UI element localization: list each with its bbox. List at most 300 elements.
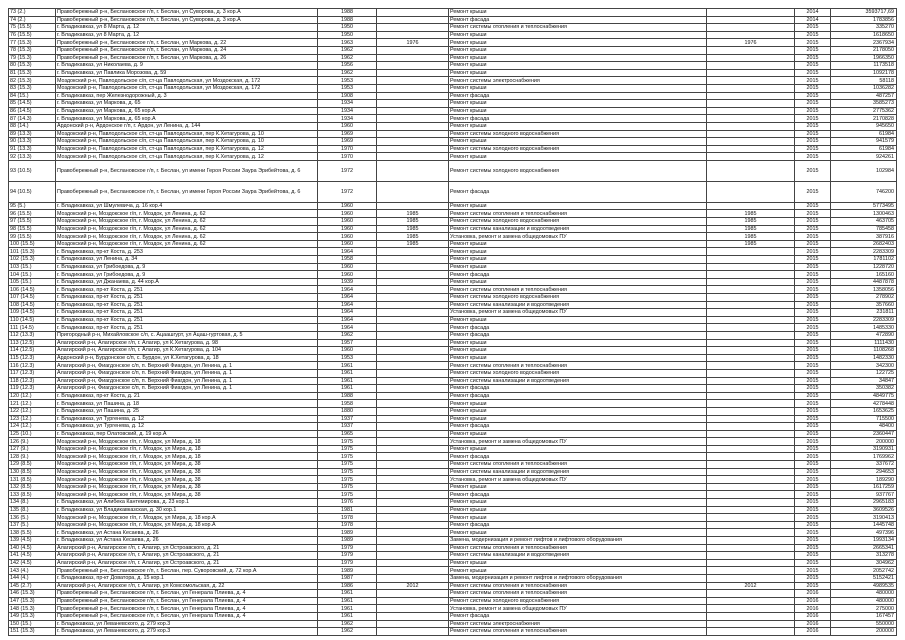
row-number-cell: 76 (15.5) <box>9 31 56 39</box>
last-repair-year-cell <box>377 597 449 605</box>
work-type-cell: Установка, ремонт и замена общедомовых ПУ <box>449 605 707 613</box>
address-cell: Ардонский р-н, Бурдонское с/п, с. Бурдон, ул К.Хетагурова, д. 18 <box>56 354 318 362</box>
build-year-cell: 1963 <box>318 39 377 47</box>
plan-year-cell: 2015 <box>795 233 831 241</box>
address-cell: Правобережный р-н, Беслановское г/п, г. Беслан, ул Суворова, д. 3 кор.А <box>56 16 318 24</box>
build-year-cell: 1979 <box>318 544 377 552</box>
work-type-cell: Ремонт системы отопления и теплоснабжения <box>449 24 707 32</box>
address-cell: г. Владикавказ, пр-кт Коста, д. 251 <box>56 294 318 302</box>
work-last-year-cell <box>707 145 795 153</box>
work-type-cell: Ремонт фасада <box>449 331 707 339</box>
work-last-year-cell <box>707 612 795 620</box>
address-cell: г. Владикавказ, ул Маркова, д. 65 кор.А <box>56 107 318 115</box>
work-type-cell: Ремонт крыши <box>449 483 707 491</box>
build-year-cell: 1956 <box>318 62 377 70</box>
table-row <box>9 130 897 138</box>
address-cell: г. Владикавказ, ул Павлика Морозова, д. 59 <box>56 69 318 77</box>
work-type-cell: Ремонт крыши <box>449 240 707 248</box>
table-row <box>9 122 897 130</box>
last-repair-year-cell <box>377 301 449 309</box>
work-type-cell: Ремонт системы холодного водоснабжения <box>449 597 707 605</box>
cost-cell: 2178050 <box>831 46 897 54</box>
cost-cell: 200000 <box>831 438 897 446</box>
table-row <box>9 84 897 92</box>
row-number-cell: 82 (15.3) <box>9 77 56 85</box>
work-type-cell: Ремонт крыши <box>449 256 707 264</box>
work-last-year-cell <box>707 347 795 355</box>
cost-cell: 2665341 <box>831 544 897 552</box>
last-repair-year-cell <box>377 552 449 560</box>
address-cell: г. Владикавказ, пер Олатовский, д. 19 кор.А <box>56 430 318 438</box>
cost-cell: 337672 <box>831 461 897 469</box>
cost-cell: 1173518 <box>831 62 897 70</box>
plan-year-cell: 2015 <box>795 430 831 438</box>
table-row <box>9 309 897 317</box>
plan-year-cell: 2015 <box>795 130 831 138</box>
plan-year-cell: 2015 <box>795 354 831 362</box>
work-type-cell: Ремонт крыши <box>449 39 707 47</box>
cost-cell: 61984 <box>831 130 897 138</box>
last-repair-year-cell <box>377 605 449 613</box>
work-last-year-cell <box>707 506 795 514</box>
work-last-year-cell <box>707 468 795 476</box>
address-cell: г. Владикавказ, ул Алибека Кантемирова, д. 23 кор.1 <box>56 499 318 507</box>
cost-cell: 937767 <box>831 491 897 499</box>
row-number-cell: 100 (15.5) <box>9 240 56 248</box>
build-year-cell: 1988 <box>318 392 377 400</box>
cost-cell: 1036282 <box>831 84 897 92</box>
cost-cell: 4989535 <box>831 582 897 590</box>
plan-year-cell: 2015 <box>795 286 831 294</box>
table-row <box>9 145 897 153</box>
work-type-cell: Ремонт системы холодного водоснабжения <box>449 130 707 138</box>
work-type-cell: Ремонт крыши <box>449 62 707 70</box>
build-year-cell: 1979 <box>318 559 377 567</box>
row-number-cell: 98 (15.5) <box>9 225 56 233</box>
work-last-year-cell <box>707 181 795 202</box>
plan-year-cell: 2015 <box>795 24 831 32</box>
build-year-cell: 1989 <box>318 529 377 537</box>
work-type-cell: Ремонт системы электроснабжения <box>449 620 707 628</box>
row-number-cell: 120 (12.) <box>9 392 56 400</box>
row-number-cell: 79 (15.3) <box>9 54 56 62</box>
work-type-cell: Ремонт крыши <box>449 46 707 54</box>
address-cell: Правобережный р-н, Беслановское г/п, г. Беслан, ул Генерала Плиева, д. 4 <box>56 597 318 605</box>
row-number-cell: 130 (8.5) <box>9 468 56 476</box>
row-number-cell: 87 (14.3) <box>9 115 56 123</box>
cost-cell: 941579 <box>831 138 897 146</box>
address-cell: г. Владикавказ, пер Железнодорожный, д. 3 <box>56 92 318 100</box>
address-cell: Моздокский р-н, Моздокское г/п, г. Моздок, ул Мира, д. 38 <box>56 491 318 499</box>
work-last-year-cell <box>707 31 795 39</box>
cost-cell: 200000 <box>831 628 897 636</box>
work-type-cell: Ремонт крыши <box>449 263 707 271</box>
plan-year-cell: 2015 <box>795 301 831 309</box>
build-year-cell: 1961 <box>318 377 377 385</box>
work-last-year-cell <box>707 54 795 62</box>
cost-cell: 2775362 <box>831 107 897 115</box>
cost-cell: 102984 <box>831 160 897 181</box>
plan-year-cell: 2015 <box>795 62 831 70</box>
build-year-cell: 1978 <box>318 521 377 529</box>
cost-cell: 357660 <box>831 301 897 309</box>
work-last-year-cell <box>707 521 795 529</box>
plan-year-cell: 2015 <box>795 31 831 39</box>
last-repair-year-cell <box>377 544 449 552</box>
plan-year-cell: 2015 <box>795 438 831 446</box>
row-number-cell: 114 (12.5) <box>9 347 56 355</box>
address-cell: г. Владикавказ, ул Грибоедова, д. 9 <box>56 263 318 271</box>
table-row <box>9 31 897 39</box>
cost-cell: 3190413 <box>831 514 897 522</box>
work-last-year-cell <box>707 369 795 377</box>
work-last-year-cell <box>707 77 795 85</box>
address-cell: Моздокский р-н, Павлодольское с/п, ст-ца Павлодольская, пер К.Хетагурова, д. 12 <box>56 153 318 161</box>
row-number-cell: 123 (12.) <box>9 415 56 423</box>
work-type-cell: Ремонт системы отопления и теплоснабжения <box>449 544 707 552</box>
last-repair-year-cell <box>377 529 449 537</box>
row-number-cell: 101 (15.3) <box>9 248 56 256</box>
work-last-year-cell <box>707 286 795 294</box>
plan-year-cell: 2016 <box>795 597 831 605</box>
row-number-cell: 108 (14.5) <box>9 301 56 309</box>
plan-year-cell: 2015 <box>795 521 831 529</box>
table-row <box>9 385 897 393</box>
last-repair-year-cell <box>377 461 449 469</box>
row-number-cell: 88 (14.) <box>9 122 56 130</box>
build-year-cell: 1986 <box>318 582 377 590</box>
row-number-cell: 92 (13.3) <box>9 153 56 161</box>
work-type-cell: Ремонт фасада <box>449 324 707 332</box>
last-repair-year-cell <box>377 256 449 264</box>
build-year-cell: 1962 <box>318 331 377 339</box>
cost-cell: 924261 <box>831 153 897 161</box>
table-row <box>9 347 897 355</box>
plan-year-cell: 2015 <box>795 491 831 499</box>
last-repair-year-cell <box>377 69 449 77</box>
last-repair-year-cell: 1985 <box>377 225 449 233</box>
cost-cell: 189290 <box>831 476 897 484</box>
row-number-cell: 91 (13.3) <box>9 145 56 153</box>
work-type-cell: Ремонт крыши <box>449 153 707 161</box>
row-number-cell: 142 (4.5) <box>9 559 56 567</box>
row-number-cell: 140 (4.5) <box>9 544 56 552</box>
address-cell: Правобережный р-н, Беслановское г/п, г. Беслан, ул имени Героя России Заура Эрибейтова, д. 6 <box>56 160 318 181</box>
table-row <box>9 407 897 415</box>
row-number-cell: 84 (15.) <box>9 92 56 100</box>
cost-cell: 2283309 <box>831 316 897 324</box>
table-row <box>9 552 897 560</box>
cost-cell: 2965183 <box>831 499 897 507</box>
last-repair-year-cell <box>377 122 449 130</box>
build-year-cell: 1975 <box>318 483 377 491</box>
address-cell: г. Владикавказ, ул Ленина, д. 34 <box>56 256 318 264</box>
row-number-cell: 147 (15.3) <box>9 597 56 605</box>
last-repair-year-cell <box>377 107 449 115</box>
last-repair-year-cell <box>377 347 449 355</box>
work-last-year-cell <box>707 491 795 499</box>
address-cell: Правобережный р-н, Беслановское г/п, г. Беслан, ул имени Героя России Заура Эрибейтова, д. 6 <box>56 181 318 202</box>
cost-cell: 5773495 <box>831 202 897 210</box>
work-last-year-cell <box>707 294 795 302</box>
address-cell: Правобережный р-н, Беслановское г/п, г. Беслан, ул Генерала Плиева, д. 4 <box>56 590 318 598</box>
plan-year-cell: 2014 <box>795 16 831 24</box>
build-year-cell: 1960 <box>318 240 377 248</box>
plan-year-cell: 2015 <box>795 46 831 54</box>
last-repair-year-cell <box>377 278 449 286</box>
table-row <box>9 301 897 309</box>
work-type-cell: Ремонт крыши <box>449 400 707 408</box>
address-cell: г. Владикавказ, пр-кт Коста, д. 251 <box>56 286 318 294</box>
address-cell: Моздокский р-н, Павлодольское с/п, ст-ца Павлодольская, ул Моздокская, д. 172 <box>56 77 318 85</box>
build-year-cell: 1950 <box>318 24 377 32</box>
build-year-cell: 1965 <box>318 430 377 438</box>
address-cell: Моздокский р-н, Моздокское г/п, г. Моздок, ул Мира, д. 18 <box>56 438 318 446</box>
plan-year-cell: 2015 <box>795 423 831 431</box>
cost-cell: 1482330 <box>831 354 897 362</box>
work-type-cell: Ремонт крыши <box>449 202 707 210</box>
table-row <box>9 24 897 32</box>
row-number-cell: 80 (15.3) <box>9 62 56 70</box>
plan-year-cell: 2015 <box>795 499 831 507</box>
work-type-cell: Ремонт крыши <box>449 445 707 453</box>
row-number-cell: 149 (15.3) <box>9 612 56 620</box>
build-year-cell: 1960 <box>318 225 377 233</box>
last-repair-year-cell <box>377 92 449 100</box>
table-row <box>9 392 897 400</box>
work-last-year-cell <box>707 160 795 181</box>
address-cell: Моздокский р-н, Моздокское г/п, г. Моздок, ул Ленина, д. 62 <box>56 210 318 218</box>
table-row <box>9 92 897 100</box>
row-number-cell: 89 (13.3) <box>9 130 56 138</box>
last-repair-year-cell <box>377 445 449 453</box>
table-row <box>9 476 897 484</box>
build-year-cell: 1975 <box>318 445 377 453</box>
row-number-cell: 78 (15.3) <box>9 46 56 54</box>
last-repair-year-cell <box>377 476 449 484</box>
address-cell: г. Владикавказ, пр-кт Коста, д. 253 <box>56 248 318 256</box>
cost-cell: 785458 <box>831 225 897 233</box>
address-cell: Ардонский р-н, Ардонское г/п, г. Ардон, ул Ленина, д. 144 <box>56 122 318 130</box>
address-cell: Моздокский р-н, Моздокское г/п, г. Моздок, ул Мира, д. 18 кор.А <box>56 514 318 522</box>
table-row <box>9 628 897 636</box>
work-type-cell: Ремонт фасада <box>449 612 707 620</box>
cost-cell: 4278448 <box>831 400 897 408</box>
last-repair-year-cell <box>377 16 449 24</box>
build-year-cell: 1975 <box>318 491 377 499</box>
table-row <box>9 107 897 115</box>
last-repair-year-cell <box>377 9 449 17</box>
work-type-cell: Ремонт фасада <box>449 181 707 202</box>
table-row <box>9 278 897 286</box>
row-number-cell: 126 (9.) <box>9 438 56 446</box>
work-type-cell: Ремонт крыши <box>449 430 707 438</box>
build-year-cell: 1958 <box>318 256 377 264</box>
last-repair-year-cell <box>377 400 449 408</box>
cost-cell: 487257 <box>831 92 897 100</box>
address-cell: Правобережный р-н, Беслановское г/п, г. Беслан, ул Маркова, д. 26 <box>56 54 318 62</box>
work-type-cell: Ремонт крыши <box>449 559 707 567</box>
address-cell: Моздокский р-н, Моздокское г/п, г. Моздок, ул Мира, д. 38 <box>56 476 318 484</box>
last-repair-year-cell <box>377 202 449 210</box>
table-row <box>9 521 897 529</box>
address-cell: г. Владикавказ, пр-кт Коста, д. 251 <box>56 301 318 309</box>
table-row <box>9 210 897 218</box>
table-row <box>9 537 897 545</box>
cost-cell: 61984 <box>831 145 897 153</box>
row-number-cell: 131 (8.5) <box>9 476 56 484</box>
build-year-cell: 1934 <box>318 107 377 115</box>
last-repair-year-cell <box>377 628 449 636</box>
address-cell: г. Владикавказ, ул Леваневского, д. 279 кор.3 <box>56 620 318 628</box>
plan-year-cell: 2015 <box>795 552 831 560</box>
build-year-cell: 1960 <box>318 347 377 355</box>
work-type-cell: Установка, ремонт и замена общедомовых ПУ <box>449 233 707 241</box>
plan-year-cell: 2015 <box>795 153 831 161</box>
work-type-cell: Ремонт крыши <box>449 407 707 415</box>
work-last-year-cell <box>707 628 795 636</box>
last-repair-year-cell <box>377 559 449 567</box>
build-year-cell: 1975 <box>318 438 377 446</box>
work-type-cell: Ремонт системы отопления и теплоснабжения <box>449 286 707 294</box>
table-row <box>9 605 897 613</box>
work-type-cell: Ремонт фасада <box>449 521 707 529</box>
cost-cell: 231811 <box>831 309 897 317</box>
last-repair-year-cell <box>377 138 449 146</box>
work-type-cell: Ремонт крыши <box>449 31 707 39</box>
address-cell: Моздокский р-н, Моздокское г/п, г. Моздок, ул Ленина, д. 62 <box>56 240 318 248</box>
cost-cell: 1617259 <box>831 483 897 491</box>
row-number-cell: 75 (15.5) <box>9 24 56 32</box>
build-year-cell: 1960 <box>318 233 377 241</box>
work-last-year-cell <box>707 153 795 161</box>
build-year-cell: 1880 <box>318 407 377 415</box>
address-cell: г. Владикавказ, ул Маркова, д. 65 кор.А <box>56 115 318 123</box>
plan-year-cell: 2015 <box>795 407 831 415</box>
cost-cell: 34847 <box>831 377 897 385</box>
last-repair-year-cell <box>377 369 449 377</box>
work-type-cell: Замена, модернизация и ремонт лифтов и лифтового оборудования <box>449 537 707 545</box>
plan-year-cell: 2015 <box>795 377 831 385</box>
cost-cell: 480000 <box>831 590 897 598</box>
table-row <box>9 16 897 24</box>
build-year-cell: 1962 <box>318 620 377 628</box>
work-last-year-cell <box>707 130 795 138</box>
plan-year-cell: 2015 <box>795 385 831 393</box>
address-cell: Алагирский р-н, Алагирское г/п, г. Алагир, ул Остроавского, д. 21 <box>56 559 318 567</box>
build-year-cell: 1964 <box>318 316 377 324</box>
table-row <box>9 423 897 431</box>
work-last-year-cell <box>707 84 795 92</box>
work-type-cell: Ремонт крыши <box>449 529 707 537</box>
work-last-year-cell: 1985 <box>707 210 795 218</box>
address-cell: Пригородный р-н, Михайловское с/п, с. Ацаашгурт, ул Ацаш-гуртовая, д. 5 <box>56 331 318 339</box>
build-year-cell: 1989 <box>318 537 377 545</box>
row-number-cell: 124 (12.) <box>9 423 56 431</box>
address-cell: Правобережный р-н, Беслановское г/п, г. Беслан, пер. Суворовский, д. 72 кор.А <box>56 567 318 575</box>
address-cell: Моздокский р-н, Моздокское г/п, г. Моздок, ул Мира, д. 18 <box>56 445 318 453</box>
plan-year-cell: 2016 <box>795 605 831 613</box>
work-type-cell: Ремонт крыши <box>449 354 707 362</box>
address-cell: г. Владикавказ, пр-кт Коста, д. 251 <box>56 324 318 332</box>
cost-cell: 1653625 <box>831 407 897 415</box>
address-cell: Моздокский р-н, Моздокское г/п, г. Моздок, ул Мира, д. 18 кор.А <box>56 521 318 529</box>
cost-cell: 335270 <box>831 24 897 32</box>
build-year-cell: 1939 <box>318 278 377 286</box>
work-last-year-cell <box>707 92 795 100</box>
plan-year-cell: 2015 <box>795 84 831 92</box>
cost-cell: 3593717,69 <box>831 9 897 17</box>
work-last-year-cell <box>707 271 795 279</box>
row-number-cell: 97 (15.5) <box>9 218 56 226</box>
build-year-cell: 1964 <box>318 309 377 317</box>
work-last-year-cell <box>707 392 795 400</box>
row-number-cell: 110 (14.5) <box>9 316 56 324</box>
build-year-cell: 1953 <box>318 84 377 92</box>
cost-cell: 2682403 <box>831 240 897 248</box>
last-repair-year-cell <box>377 115 449 123</box>
row-number-cell: 86 (14.5) <box>9 107 56 115</box>
build-year-cell: 1981 <box>318 506 377 514</box>
work-last-year-cell <box>707 256 795 264</box>
plan-year-cell: 2015 <box>795 453 831 461</box>
address-cell: г. Владикавказ, пр-кт Коста, д. 21 <box>56 392 318 400</box>
table-row <box>9 286 897 294</box>
plan-year-cell: 2015 <box>795 225 831 233</box>
table-row <box>9 590 897 598</box>
build-year-cell: 1988 <box>318 9 377 17</box>
address-cell: Моздокский р-н, Павлодольское с/п, ст-ца Павлодольская, пер К.Хетагурова, д. 12 <box>56 145 318 153</box>
table-row <box>9 612 897 620</box>
work-type-cell: Ремонт системы отопления и теплоснабжения <box>449 362 707 370</box>
plan-year-cell: 2015 <box>795 202 831 210</box>
cost-cell: 550000 <box>831 620 897 628</box>
last-repair-year-cell <box>377 590 449 598</box>
table-row <box>9 225 897 233</box>
last-repair-year-cell <box>377 62 449 70</box>
address-cell: Моздокский р-н, Моздокское г/п, г. Моздок, ул Ленина, д. 62 <box>56 218 318 226</box>
plan-year-cell: 2016 <box>795 612 831 620</box>
row-number-cell: 94 (10.5) <box>9 181 56 202</box>
work-last-year-cell <box>707 354 795 362</box>
plan-year-cell: 2015 <box>795 339 831 347</box>
address-cell: г. Владикавказ, ул Тургенева, д. 12 <box>56 423 318 431</box>
row-number-cell: 103 (15.) <box>9 263 56 271</box>
last-repair-year-cell <box>377 612 449 620</box>
cost-cell: 2367934 <box>831 39 897 47</box>
table-row <box>9 544 897 552</box>
work-last-year-cell <box>707 122 795 130</box>
last-repair-year-cell <box>377 46 449 54</box>
cost-cell: 1092178 <box>831 69 897 77</box>
plan-year-cell: 2016 <box>795 628 831 636</box>
table-row <box>9 567 897 575</box>
build-year-cell: 1934 <box>318 115 377 123</box>
cost-cell: 387916 <box>831 233 897 241</box>
build-year-cell: 1937 <box>318 415 377 423</box>
work-last-year-cell <box>707 544 795 552</box>
work-last-year-cell <box>707 309 795 317</box>
address-cell: г. Владикавказ, ул 8 Марта, д. 12 <box>56 24 318 32</box>
last-repair-year-cell: 1985 <box>377 218 449 226</box>
plan-year-cell: 2015 <box>795 468 831 476</box>
row-number-cell: 112 (13.3) <box>9 331 56 339</box>
build-year-cell: 1975 <box>318 461 377 469</box>
plan-year-cell: 2015 <box>795 100 831 108</box>
last-repair-year-cell <box>377 574 449 582</box>
build-year-cell: 1964 <box>318 294 377 302</box>
build-year-cell: 1979 <box>318 552 377 560</box>
